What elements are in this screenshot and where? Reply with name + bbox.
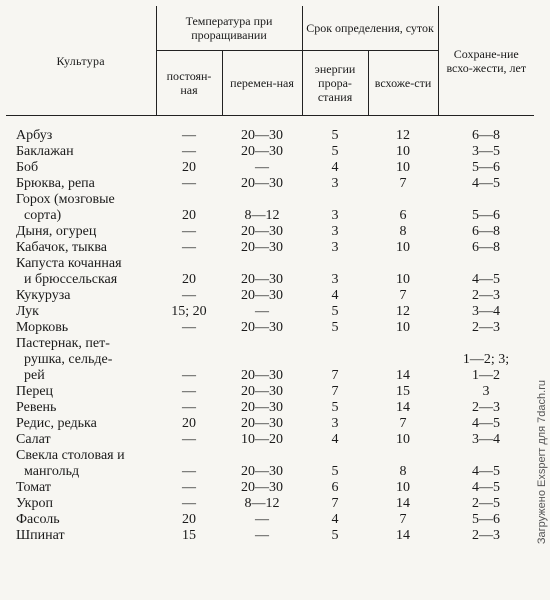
cell-energy: 5 bbox=[331, 320, 339, 335]
cell-temp-const: 20 bbox=[182, 272, 196, 287]
header-term-energy: энергии прора-стания bbox=[302, 51, 368, 116]
life-line: 1—2 bbox=[472, 368, 501, 383]
life-line: 4—5 bbox=[472, 464, 501, 479]
crop-name-line: Арбуз bbox=[16, 128, 53, 143]
cell-energy: 7 bbox=[331, 384, 339, 399]
table-row bbox=[6, 336, 534, 384]
cell-temp-var: 20—30 bbox=[241, 128, 283, 143]
cell-temp-var: — bbox=[255, 528, 269, 543]
cell-temp-const: 20 bbox=[182, 512, 196, 527]
life-line: 4—5 bbox=[472, 272, 501, 287]
cell-temp-const: 20 bbox=[182, 208, 196, 223]
crop-name-line: Баклажан bbox=[16, 144, 74, 159]
cell-energy: 5 bbox=[331, 528, 339, 543]
cell-energy: 4 bbox=[331, 512, 339, 527]
header-term-germ: всхоже-сти bbox=[368, 51, 438, 116]
cell-crop bbox=[6, 336, 156, 384]
cell-energy: 4 bbox=[331, 288, 339, 303]
table-row bbox=[6, 480, 534, 496]
cell-life bbox=[438, 192, 534, 224]
cell-crop bbox=[6, 512, 156, 528]
cell-crop bbox=[6, 416, 156, 432]
crop-name-line: Перец bbox=[16, 384, 54, 399]
cell-life bbox=[438, 304, 534, 320]
table-row bbox=[6, 448, 534, 480]
cell-crop bbox=[6, 448, 156, 480]
table-row bbox=[6, 384, 534, 400]
cell-energy: 3 bbox=[331, 208, 339, 223]
cell-energy: 6 bbox=[331, 480, 339, 495]
life-line: 3—4 bbox=[472, 432, 501, 447]
cell-temp-const: — bbox=[182, 144, 196, 159]
cell-life bbox=[438, 400, 534, 416]
crop-name-line: Морковь bbox=[16, 320, 69, 335]
cell-temp-const: — bbox=[182, 176, 196, 191]
cell-germ: 15 bbox=[396, 384, 411, 399]
cell-life bbox=[438, 528, 534, 544]
life-line: 6—8 bbox=[472, 128, 501, 143]
table-row bbox=[6, 528, 534, 544]
table-body bbox=[6, 116, 534, 545]
crop-name-line: Укроп bbox=[16, 496, 53, 511]
cell-crop bbox=[6, 480, 156, 496]
cell-life bbox=[438, 144, 534, 160]
crop-name-line: Редис, редька bbox=[16, 416, 97, 431]
life-line: 5—6 bbox=[472, 512, 501, 527]
cell-crop bbox=[6, 496, 156, 512]
cell-life bbox=[438, 288, 534, 304]
table-row bbox=[6, 496, 534, 512]
cell-germ: 14 bbox=[396, 496, 411, 511]
cell-crop bbox=[6, 432, 156, 448]
cell-energy: 5 bbox=[331, 464, 339, 479]
cell-crop bbox=[6, 240, 156, 256]
cell-temp-var: 20—30 bbox=[241, 320, 283, 335]
cell-life bbox=[438, 448, 534, 480]
cell-temp-const: — bbox=[182, 224, 196, 239]
cell-energy: 3 bbox=[331, 240, 339, 255]
table-row bbox=[6, 256, 534, 288]
cell-temp-const: — bbox=[182, 464, 196, 479]
cell-temp-const: — bbox=[182, 384, 196, 399]
cell-crop bbox=[6, 384, 156, 400]
life-line: 4—5 bbox=[472, 176, 501, 191]
cell-life bbox=[438, 480, 534, 496]
table-header bbox=[6, 6, 534, 116]
cell-germ: 10 bbox=[396, 160, 411, 175]
life-line: 5—6 bbox=[472, 160, 501, 175]
crop-name-line: и брюссельская bbox=[24, 272, 118, 287]
cell-temp-var: 20—30 bbox=[241, 288, 283, 303]
table-row bbox=[6, 224, 534, 240]
cell-germ: 7 bbox=[399, 288, 407, 303]
life-line: 3—4 bbox=[472, 304, 501, 319]
cell-energy: 3 bbox=[331, 176, 339, 191]
cell-temp-var: 20—30 bbox=[241, 368, 283, 383]
crop-name-line: Боб bbox=[16, 160, 39, 175]
cell-temp-var: 20—30 bbox=[241, 240, 283, 255]
cell-temp-var: 20—30 bbox=[241, 176, 283, 191]
cell-temp-const: — bbox=[182, 320, 196, 335]
cell-energy: 7 bbox=[331, 496, 339, 511]
life-line: 6—8 bbox=[472, 240, 501, 255]
cell-temp-var: 20—30 bbox=[241, 144, 283, 159]
crop-name-line: Капуста кочанная bbox=[16, 256, 122, 271]
cell-energy: 3 bbox=[331, 272, 339, 287]
cell-temp-const: 20 bbox=[182, 416, 196, 431]
crop-name-line: Шпинат bbox=[16, 528, 65, 543]
cell-temp-var: 20—30 bbox=[241, 480, 283, 495]
header-life: Сохране-ние всхо-жести, лет bbox=[446, 46, 527, 75]
cell-germ: 10 bbox=[396, 272, 411, 287]
cell-temp-const: — bbox=[182, 128, 196, 143]
cell-germ: 14 bbox=[396, 368, 411, 383]
cell-crop bbox=[6, 320, 156, 336]
header-temp-var: перемен-ная bbox=[222, 51, 302, 116]
crop-name-line: Томат bbox=[16, 480, 51, 495]
table-row bbox=[6, 176, 534, 192]
crop-name-line: Брюква, репа bbox=[16, 176, 95, 191]
cell-temp-var: 8—12 bbox=[244, 208, 280, 223]
table-row bbox=[6, 144, 534, 160]
life-line: 4—5 bbox=[472, 416, 501, 431]
table-row bbox=[6, 320, 534, 336]
cell-temp-var: — bbox=[255, 160, 269, 175]
cell-temp-const: 15; 20 bbox=[171, 304, 207, 319]
cell-temp-const: — bbox=[182, 432, 196, 447]
cell-germ: 10 bbox=[396, 320, 411, 335]
life-line: 2—3 bbox=[472, 400, 501, 415]
cell-germ: 12 bbox=[396, 304, 411, 319]
life-line: 1—2; 3; bbox=[462, 352, 510, 367]
document-page bbox=[6, 6, 534, 594]
life-line: 3 bbox=[482, 384, 490, 399]
cell-crop bbox=[6, 256, 156, 288]
cell-temp-var: 10—20 bbox=[241, 432, 283, 447]
crop-name-line: Дыня, огурец bbox=[16, 224, 97, 239]
cell-energy: 4 bbox=[331, 432, 339, 447]
cell-crop bbox=[6, 116, 156, 145]
crop-name-line: Свекла столовая и bbox=[16, 448, 125, 463]
cell-life bbox=[438, 512, 534, 528]
cell-germ: 14 bbox=[396, 400, 411, 415]
crop-name-line: Горох (мозговые bbox=[16, 192, 115, 207]
crop-name-line: Кукуруза bbox=[16, 288, 71, 303]
cell-crop bbox=[6, 144, 156, 160]
cell-life bbox=[438, 336, 534, 384]
cell-germ: 10 bbox=[396, 144, 411, 159]
cell-energy: 7 bbox=[331, 368, 339, 383]
cell-germ: 6 bbox=[399, 208, 407, 223]
cell-germ: 8 bbox=[399, 224, 407, 239]
cell-crop bbox=[6, 176, 156, 192]
crop-name-line: мангольд bbox=[24, 464, 80, 479]
cell-life bbox=[438, 160, 534, 176]
watermark: Загружено Exsperт для 7dach.ru bbox=[536, 380, 548, 545]
cell-crop bbox=[6, 304, 156, 320]
life-line: 2—3 bbox=[472, 320, 501, 335]
cell-temp-const: 15 bbox=[182, 528, 196, 543]
cell-energy: 5 bbox=[331, 128, 339, 143]
cell-life bbox=[438, 224, 534, 240]
cell-temp-const: — bbox=[182, 496, 196, 511]
cell-temp-var: 20—30 bbox=[241, 384, 283, 399]
cell-life bbox=[438, 176, 534, 192]
crop-name-line: рушка, сельде- bbox=[24, 352, 113, 367]
table-row bbox=[6, 116, 534, 145]
crop-name-line: сорта) bbox=[24, 208, 62, 223]
cell-energy: 4 bbox=[331, 160, 339, 175]
cell-temp-const: — bbox=[182, 400, 196, 415]
cell-germ: 10 bbox=[396, 240, 411, 255]
cell-life bbox=[438, 416, 534, 432]
life-line: 2—3 bbox=[472, 288, 501, 303]
table-row bbox=[6, 288, 534, 304]
cell-energy: 5 bbox=[331, 304, 339, 319]
cell-temp-const: — bbox=[182, 288, 196, 303]
cell-temp-var: — bbox=[255, 304, 269, 319]
cell-crop bbox=[6, 224, 156, 240]
cell-germ: 7 bbox=[399, 416, 407, 431]
crop-name-line: Салат bbox=[16, 432, 51, 447]
header-term-group: Срок определения, суток bbox=[302, 6, 438, 51]
header-crop: Культура bbox=[6, 6, 156, 116]
cell-energy: 5 bbox=[331, 144, 339, 159]
cell-germ: 14 bbox=[396, 528, 411, 543]
cell-temp-const: — bbox=[182, 480, 196, 495]
cell-energy: 3 bbox=[331, 416, 339, 431]
table-row bbox=[6, 160, 534, 176]
cell-temp-const: 20 bbox=[182, 160, 196, 175]
cell-temp-var: 20—30 bbox=[241, 400, 283, 415]
cell-germ: 8 bbox=[399, 464, 407, 479]
cell-life bbox=[438, 384, 534, 400]
cell-crop bbox=[6, 160, 156, 176]
cell-germ: 10 bbox=[396, 432, 411, 447]
cell-energy: 3 bbox=[331, 224, 339, 239]
table-row bbox=[6, 400, 534, 416]
cell-life bbox=[438, 256, 534, 288]
table-row bbox=[6, 416, 534, 432]
cell-crop bbox=[6, 192, 156, 224]
cell-life bbox=[438, 320, 534, 336]
table-row bbox=[6, 192, 534, 224]
cell-temp-var: 8—12 bbox=[244, 496, 280, 511]
life-line: 3—5 bbox=[472, 144, 501, 159]
crop-name-line: Пастернак, пет- bbox=[16, 336, 110, 351]
table-row bbox=[6, 512, 534, 528]
seed-table bbox=[6, 6, 534, 544]
crop-name-line: Фасоль bbox=[16, 512, 60, 527]
cell-germ: 12 bbox=[396, 128, 411, 143]
cell-temp-const: — bbox=[182, 368, 196, 383]
cell-germ: 7 bbox=[399, 512, 407, 527]
header-temp-const: постоян-ная bbox=[156, 51, 222, 116]
crop-name-line: Лук bbox=[16, 304, 39, 319]
cell-energy: 5 bbox=[331, 400, 339, 415]
cell-temp-const: — bbox=[182, 240, 196, 255]
cell-life bbox=[438, 432, 534, 448]
table-row bbox=[6, 432, 534, 448]
life-line: 2—3 bbox=[472, 528, 501, 543]
cell-temp-var: 20—30 bbox=[241, 416, 283, 431]
table-row bbox=[6, 304, 534, 320]
crop-name-line: Ревень bbox=[16, 400, 57, 415]
cell-temp-var: — bbox=[255, 512, 269, 527]
cell-temp-var: 20—30 bbox=[241, 464, 283, 479]
cell-crop bbox=[6, 400, 156, 416]
life-line: 5—6 bbox=[472, 208, 501, 223]
cell-life bbox=[438, 496, 534, 512]
crop-name-line: Кабачок, тыква bbox=[16, 240, 107, 255]
cell-germ: 7 bbox=[399, 176, 407, 191]
cell-life bbox=[438, 240, 534, 256]
cell-crop bbox=[6, 288, 156, 304]
life-line: 4—5 bbox=[472, 480, 501, 495]
table-row bbox=[6, 240, 534, 256]
cell-germ: 10 bbox=[396, 480, 411, 495]
header-temp-group: Температура при проращивании bbox=[156, 6, 302, 51]
life-line: 6—8 bbox=[472, 224, 501, 239]
cell-crop bbox=[6, 528, 156, 544]
cell-temp-var: 20—30 bbox=[241, 224, 283, 239]
cell-life bbox=[438, 116, 534, 145]
cell-temp-var: 20—30 bbox=[241, 272, 283, 287]
crop-name-line: рей bbox=[24, 368, 45, 383]
life-line: 2—5 bbox=[472, 496, 501, 511]
